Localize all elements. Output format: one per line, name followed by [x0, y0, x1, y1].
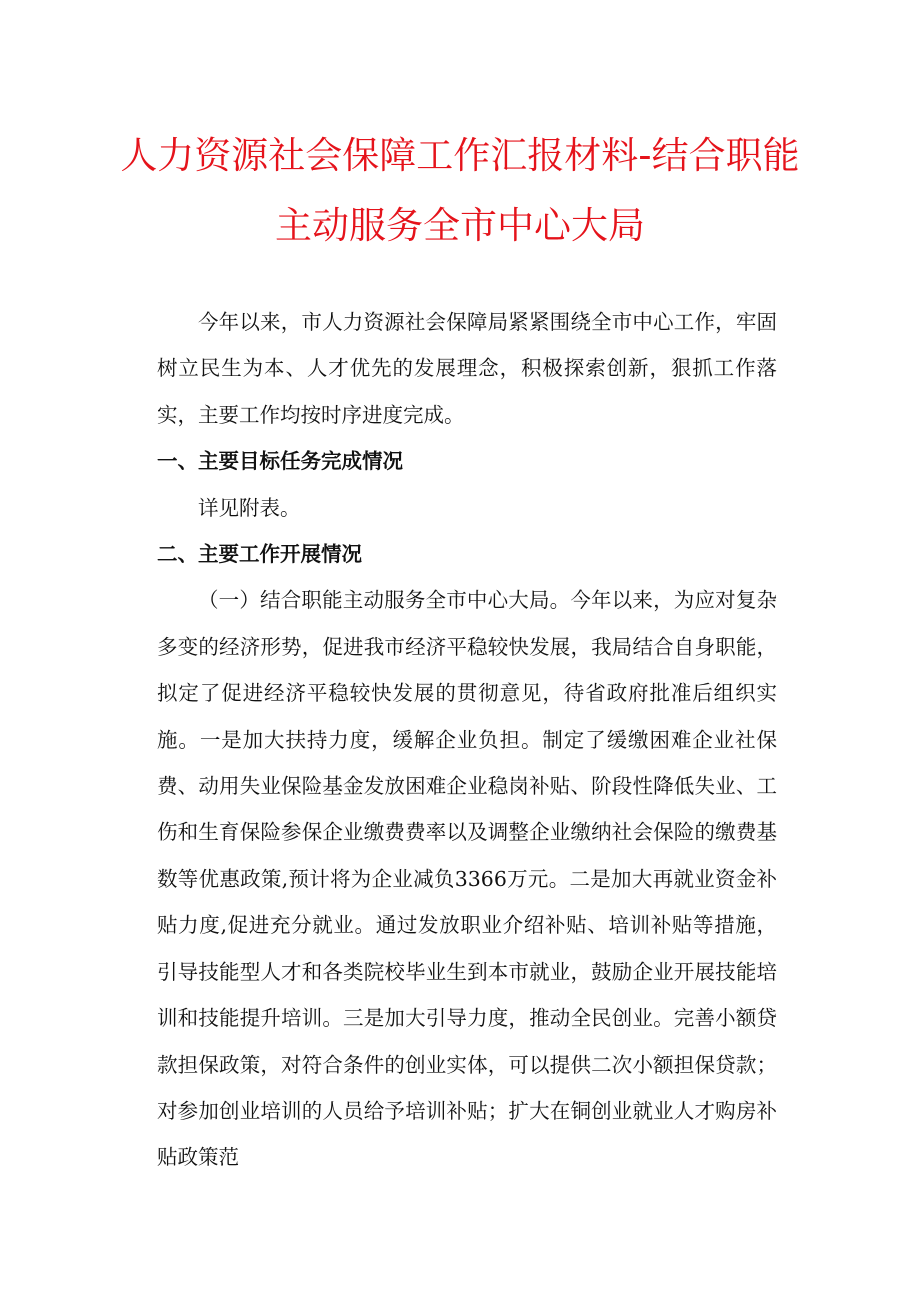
section-2-heading: 二、主要工作开展情况: [157, 542, 362, 567]
document-title-line-2: 主动服务全市中心大局: [275, 204, 645, 247]
intro-paragraph: 今年以来，市人力资源社会保障局紧紧围绕全市中心工作，牢固树立民生为本、人才优先的发展理念，积极探索创新，狠抓工作落实，主要工作均按时序进度完成。: [157, 310, 777, 427]
section-2-paragraph: （一）结合职能主动服务全市中心大局。今年以来，为应对复杂多变的经济形势，促进我市经济平稳较快发展，我局结合自身职能，拟定了促进经济平稳较快发展的贯彻意见，待省政府批准后组织实施。一是加大扶持力度，缓解企业负担。制定了缓缴困难企业社保费、动用失业保险基金发放困难企业稳岗补贴、阶段性降低失业、工伤和生育保险参保企业缴费费率以及调整企业缴纳社会保险的缴费基数等优惠政策,预计将为企业减负3366万元。二是加大再就业资金补贴力度,促进充分就业。通过发放职业介绍补贴、培训补贴等措施，引导技能型人才和各类院校毕业生到本市就业，鼓励企业开展技能培训和技能提升培训。三是加大引导力度，推动全民创业。完善小额贷款担保政策，对符合条件的创业实体，可以提供二次小额担保贷款；对参加创业培训的人员给予培训补贴；扩大在铜创业就业人才购房补贴政策范: [157, 588, 777, 1170]
section-1-heading: 一、主要目标任务完成情况: [157, 449, 403, 474]
document-title-line-1: 人力资源社会保障工作汇报材料-结合职能: [120, 134, 800, 177]
document-body: [157, 299, 777, 1181]
section-1-text: 详见附表。: [198, 495, 301, 520]
